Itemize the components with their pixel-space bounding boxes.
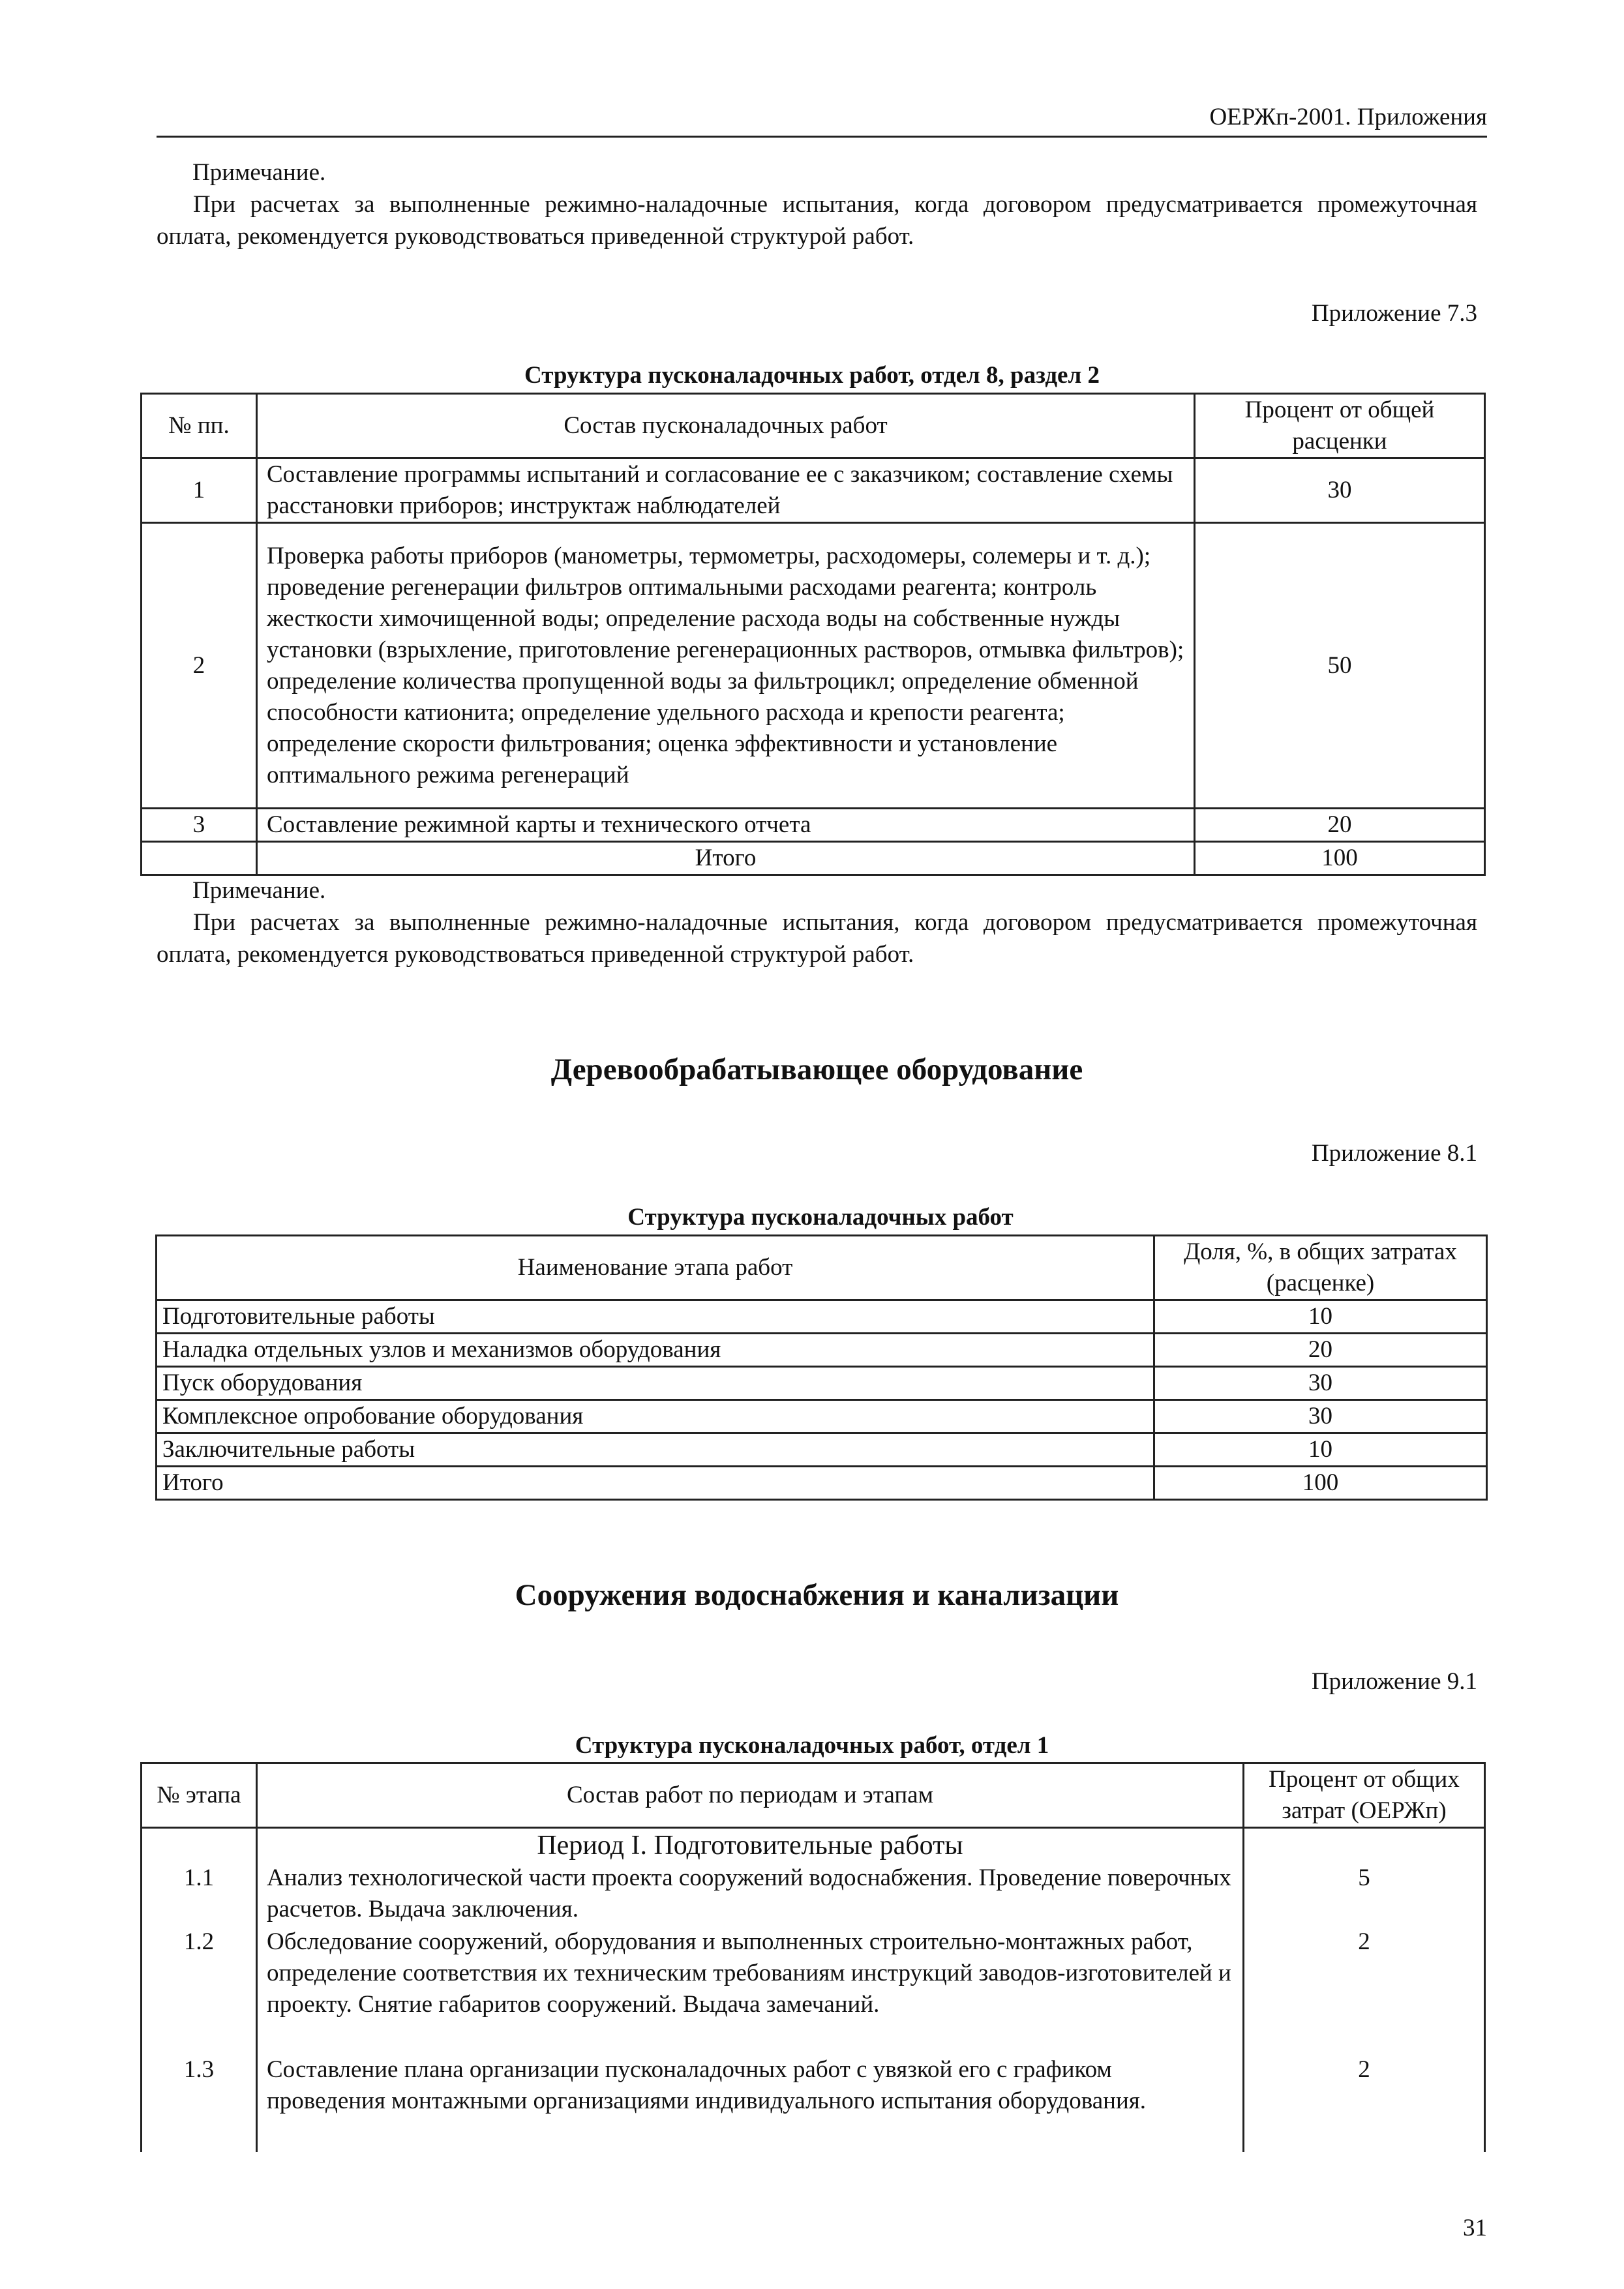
stage-num: 1.1 (142, 1863, 257, 1926)
note-body: При расчетах за выполненные режимно-наладочные испытания, когда договором предусматривается промежуточная оплата, рекомендуется руководствоваться приведенной структурой работ. (157, 909, 1477, 968)
appendix-label: Приложение 9.1 (1311, 1668, 1477, 1695)
note-title: Примечание. (192, 159, 326, 186)
table-header-row (157, 1236, 1487, 1300)
stage-pct: 2 (1244, 2054, 1485, 2152)
note-body: При расчетах за выполненные режимно-наладочные испытания, когда договором предусматривается промежуточная оплата, рекомендуется руководствоваться приведенной структурой работ. (157, 191, 1477, 250)
stage-share: 30 (1154, 1367, 1487, 1400)
stage-name: Наладка отдельных узлов и механизмов оборудования (157, 1334, 1154, 1367)
table-row (157, 1334, 1487, 1367)
period-title: Период I. Подготовительные работы (257, 1828, 1244, 1863)
col-header-stage: Наименование этапа работ (157, 1236, 1154, 1300)
row-num: 3 (142, 809, 257, 842)
row-num: 2 (142, 523, 257, 809)
stage-pct: 5 (1244, 1863, 1485, 1926)
col-header-desc: Состав работ по периодам и этапам (257, 1763, 1244, 1828)
stage-share: 100 (1154, 1467, 1487, 1500)
total-value: 100 (1195, 842, 1485, 875)
section-title: Сооружения водоснабжения и канализации (515, 1578, 1119, 1612)
table-caption: Структура пусконаладочных работ, отдел 1 (575, 1732, 1049, 1759)
page-number: 31 (1463, 2215, 1487, 2241)
running-header: ОЕРЖп-2001. Приложения (157, 98, 1487, 138)
stage-name: Пуск оборудования (157, 1367, 1154, 1400)
table-row (142, 523, 1485, 809)
empty-cell (142, 1828, 257, 1863)
stage-share: 20 (1154, 1334, 1487, 1367)
stage-num: 1.2 (142, 1926, 257, 2054)
section-title: Деревообрабатывающее оборудование (550, 1053, 1083, 1086)
table-caption: Структура пусконаладочных работ (627, 1204, 1014, 1231)
table-header-row (142, 1763, 1485, 1828)
table-caption: Структура пусконаладочных работ, отдел 8, раздел 2 (524, 362, 1100, 389)
table-row (157, 1300, 1487, 1334)
stage-name: Итого (157, 1467, 1154, 1500)
stage-name: Подготовительные работы (157, 1300, 1154, 1334)
table-total-row (157, 1467, 1487, 1500)
stage-share: 30 (1154, 1400, 1487, 1433)
works-structure-table (140, 393, 1486, 876)
appendix-label: Приложение 7.3 (1311, 300, 1477, 327)
col-header-num: № пп. (142, 394, 257, 458)
table-row (142, 458, 1485, 523)
table-header-row (142, 394, 1485, 458)
table-row (142, 2054, 1485, 2152)
stages-share-table (155, 1234, 1488, 1501)
col-header-pct: Процент от общих затрат (ОЕРЖп) (1244, 1763, 1485, 1828)
row-pct: 50 (1195, 523, 1485, 809)
period-row (142, 1828, 1485, 1863)
row-desc: Составление программы испытаний и согласование ее с заказчиком; составление схемы расстановки приборов; инструктаж наблюдателей (257, 458, 1195, 523)
table-row (157, 1367, 1487, 1400)
stage-desc: Составление плана организации пусконаладочных работ с увязкой его с графиком проведения монтажными организациями индивидуального испытания оборудования. (257, 2054, 1244, 2152)
col-header-pct: Процент от общей расценки (1195, 394, 1485, 458)
table-row (142, 1926, 1485, 2054)
row-pct: 20 (1195, 809, 1485, 842)
stage-name: Заключительные работы (157, 1433, 1154, 1467)
stage-desc: Анализ технологической части проекта сооружений водоснабжения. Проведение поверочных расчетов. Выдача заключения. (257, 1863, 1244, 1926)
table-row (142, 1863, 1485, 1926)
stage-pct: 2 (1244, 1926, 1485, 2054)
stage-share: 10 (1154, 1300, 1487, 1334)
water-works-table (140, 1762, 1486, 2152)
empty-cell (1244, 1828, 1485, 1863)
stage-share: 10 (1154, 1433, 1487, 1467)
row-desc: Составление режимной карты и технического отчета (257, 809, 1195, 842)
row-desc: Проверка работы приборов (манометры, термометры, расходомеры, солемеры и т. д.); проведение регенерации фильтров оптимальными расходами реагента; контроль жесткости химочищенной воды; определение расхода воды на собственные нужды установки (взрыхление, приготовление регенерационных растворов, отмывка фильтров); определение количества пропущенной воды за фильтроцикл; определение обменной способности катионита; определение удельного расхода и крепости реагента; определение скорости фильтрования; оценка эффективности и установление оптимального режима регенераций (257, 523, 1195, 809)
table-row (157, 1400, 1487, 1433)
row-num: 1 (142, 458, 257, 523)
stage-name: Комплексное опробование оборудования (157, 1400, 1154, 1433)
table-row (157, 1433, 1487, 1467)
note-title: Примечание. (192, 877, 326, 904)
total-label: Итого (257, 842, 1195, 875)
row-pct: 30 (1195, 458, 1485, 523)
col-header-stage-num: № этапа (142, 1763, 257, 1828)
col-header-desc: Состав пусконаладочных работ (257, 394, 1195, 458)
col-header-share: Доля, %, в общих затратах (расценке) (1154, 1236, 1487, 1300)
stage-num: 1.3 (142, 2054, 257, 2152)
table-total-row (142, 842, 1485, 875)
empty-cell (142, 842, 257, 875)
table-row (142, 809, 1485, 842)
stage-desc: Обследование сооружений, оборудования и выполненных строительно-монтажных работ, определение соответствия их техническим требованиям инструкций заводов-изготовителей и проекту. Снятие габаритов сооружений. Выдача замечаний. (257, 1926, 1244, 2054)
appendix-label: Приложение 8.1 (1311, 1140, 1477, 1167)
